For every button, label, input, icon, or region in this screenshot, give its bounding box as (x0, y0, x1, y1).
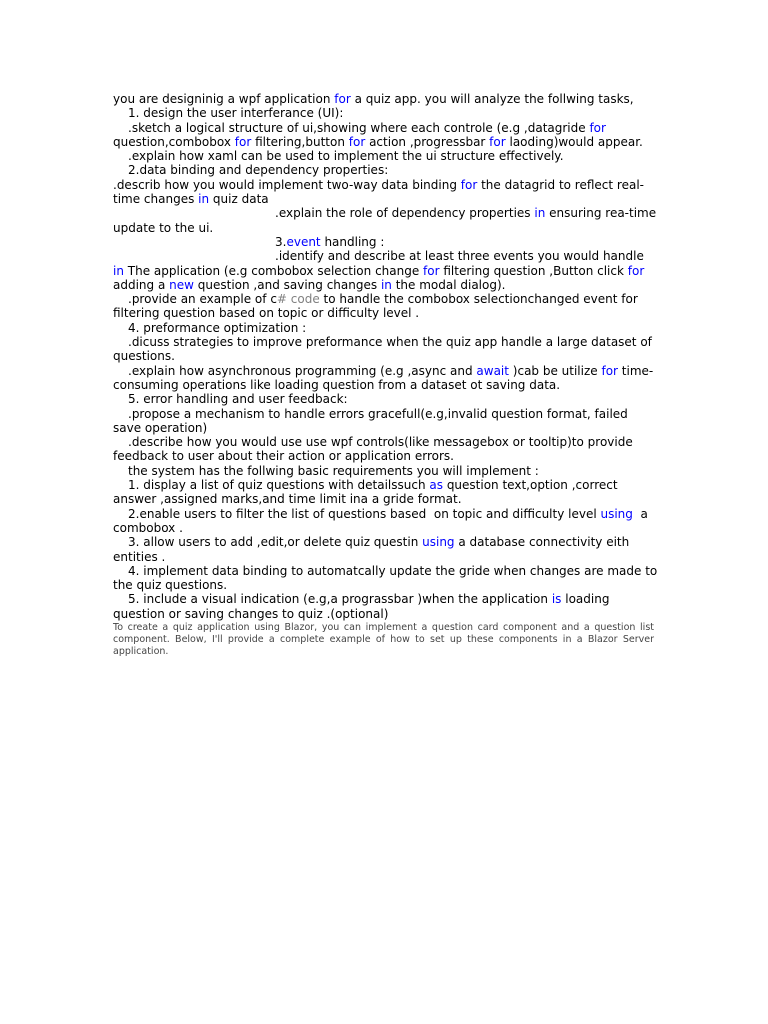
keyword-token: for (627, 263, 645, 278)
text-segment: question,combobox (113, 134, 235, 149)
keyword-token: for (460, 177, 478, 192)
text-segment: 1. display a list of quiz questions with detailssuch (128, 478, 430, 493)
text-line (113, 550, 658, 564)
keyword-token: in (534, 206, 546, 221)
text-line (113, 592, 658, 606)
keyword-token: for (489, 134, 506, 149)
text-line (113, 435, 658, 449)
text-segment: 1. design the user interferance (UI): (128, 106, 344, 121)
text-segment: .identify and describe at least three events you would handle (275, 249, 644, 264)
text-segment: the quiz questions. (113, 578, 228, 593)
text-segment: to handle the combobox selectionchanged event for (319, 292, 638, 307)
text-line (113, 407, 658, 421)
keyword-token: in (198, 192, 210, 207)
text-segment: filtering,button (251, 134, 349, 149)
text-segment: combobox . (113, 520, 183, 535)
text-line (113, 364, 658, 378)
text-line (113, 335, 658, 349)
keyword-token: using (600, 506, 633, 521)
text-segment: feedback to user about their action or application errors. (113, 449, 454, 464)
text-line (113, 135, 658, 149)
keyword-token: using (422, 535, 455, 550)
text-segment: 4. preformance optimization : (128, 320, 307, 335)
text-line (113, 221, 658, 235)
text-segment: 2.enable users to filter the list of questions based on topic and difficulty level (128, 506, 601, 521)
text-line (113, 421, 658, 435)
text-line (113, 92, 658, 106)
text-line (113, 278, 658, 292)
text-segment: question text,option ,correct (443, 478, 618, 493)
keyword-token: for (234, 134, 252, 149)
text-line (113, 321, 658, 335)
text-segment: action ,progressbar (365, 134, 490, 149)
text-line (113, 192, 658, 206)
text-line (113, 249, 658, 263)
text-segment: 2.data binding and dependency properties: (128, 163, 389, 178)
text-segment: 5. error handling and user feedback: (128, 392, 348, 407)
text-segment: entities . (113, 549, 166, 564)
text-segment: The application (e.g combobox selection change (123, 263, 424, 278)
text-segment: time changes (113, 192, 199, 207)
text-segment: quiz data (209, 192, 269, 207)
text-segment: filtering question based on topic or difficulty level . (113, 306, 420, 321)
text-line (113, 206, 658, 220)
text-segment: you are designinig a wpf application (113, 92, 335, 106)
text-segment: .explain the role of dependency properties (275, 206, 535, 221)
text-segment: filtering question ,Button click (439, 263, 628, 278)
text-segment: .dicuss strategies to improve preformance when the quiz app handle a large dataset of (128, 335, 652, 350)
text-segment: .describ how you would implement two-way data binding (113, 177, 461, 192)
text-line (113, 121, 658, 135)
text-segment: ensuring rea-time (545, 206, 657, 221)
text-segment: question ,and saving changes (193, 277, 381, 292)
text-segment: the system has the follwing basic requirements you will implement : (128, 463, 539, 478)
text-segment: question or saving changes to quiz .(optional) (113, 606, 389, 621)
text-segment: answer ,assigned marks,and time limit ina a gride format. (113, 492, 462, 507)
keyword-token: in (113, 263, 124, 278)
text-segment: .provide an example of c (128, 292, 277, 307)
keyword-token: for (334, 92, 351, 106)
text-segment: 3. allow users to add ,edit,or delete quiz questin (128, 535, 423, 550)
text-segment: .sketch a logical structure of ui,showing where each controle (e.g ,datagride (128, 120, 590, 135)
keyword-token: as (429, 478, 443, 493)
text-segment: a (632, 506, 648, 521)
text-segment: .explain how xaml can be used to implement the ui structure effectively. (128, 149, 564, 164)
text-line (113, 306, 658, 320)
text-segment: a database connectivity eith (454, 535, 630, 550)
document-body (113, 92, 658, 658)
text-line (113, 349, 658, 363)
text-segment: .propose a mechanism to handle errors gracefull(e.g,invalid question format, failed (128, 406, 628, 421)
keyword-token: for (589, 120, 606, 135)
text-segment: the modal dialog). (391, 277, 506, 292)
text-line (113, 449, 658, 463)
text-line (113, 178, 658, 192)
text-segment: consuming operations like loading question from a dataset ot saving data. (113, 377, 561, 392)
text-segment: the datagrid to reflect real- (477, 177, 644, 192)
text-segment: handling : (320, 234, 385, 249)
text-segment: time- (617, 363, 654, 378)
text-line (113, 507, 658, 521)
keyword-token: await (476, 363, 509, 378)
keyword-token: new (169, 277, 194, 292)
text-line (113, 106, 658, 120)
keyword-token: for (423, 263, 440, 278)
keyword-token: for (348, 134, 366, 149)
text-line (113, 264, 658, 278)
text-line (113, 378, 658, 392)
keyword-token: in (380, 277, 392, 292)
keyword-token: for (601, 363, 618, 378)
text-line (113, 492, 658, 506)
text-line (113, 392, 658, 406)
text-segment: 4. implement data binding to automatcally update the gride when changes are made to (128, 563, 658, 578)
text-line (113, 607, 658, 621)
text-segment: loading (561, 592, 610, 607)
text-segment: laoding)would appear. (505, 134, 643, 149)
text-line (113, 564, 658, 578)
answer-intro-note: To create a quiz application using Blazor, you can implement a question card component and a question list component. Below, I'll provide a complete example of how to set up these components in a Blazor Server application. (113, 621, 654, 657)
text-segment: adding a (113, 277, 170, 292)
text-line (113, 149, 658, 163)
text-segment: save operation) (113, 420, 208, 435)
text-segment: 3. (275, 234, 287, 249)
text-segment: .describe how you would use use wpf controls(like messagebox or tooltip)to provide (128, 435, 633, 450)
text-segment: update to the ui. (113, 220, 214, 235)
text-line (113, 578, 658, 592)
text-segment: )cab be utilize (508, 363, 602, 378)
text-line (113, 163, 658, 177)
text-segment: questions. (113, 349, 175, 364)
text-segment: a quiz app. you will analyze the follwing tasks, (350, 92, 634, 106)
text-line (113, 521, 658, 535)
text-segment: .explain how asynchronous programming (e.g ,async and (128, 363, 477, 378)
comment-token: # code (276, 292, 320, 307)
text-segment: 5. include a visual indication (e.g,a prograssbar )when the application (128, 592, 552, 607)
keyword-token: event (286, 234, 321, 249)
text-line (113, 478, 658, 492)
text-line (113, 535, 658, 549)
question-text (113, 92, 658, 621)
keyword-token: is (551, 592, 562, 607)
text-line (113, 292, 658, 306)
text-line (113, 235, 658, 249)
text-line (113, 464, 658, 478)
